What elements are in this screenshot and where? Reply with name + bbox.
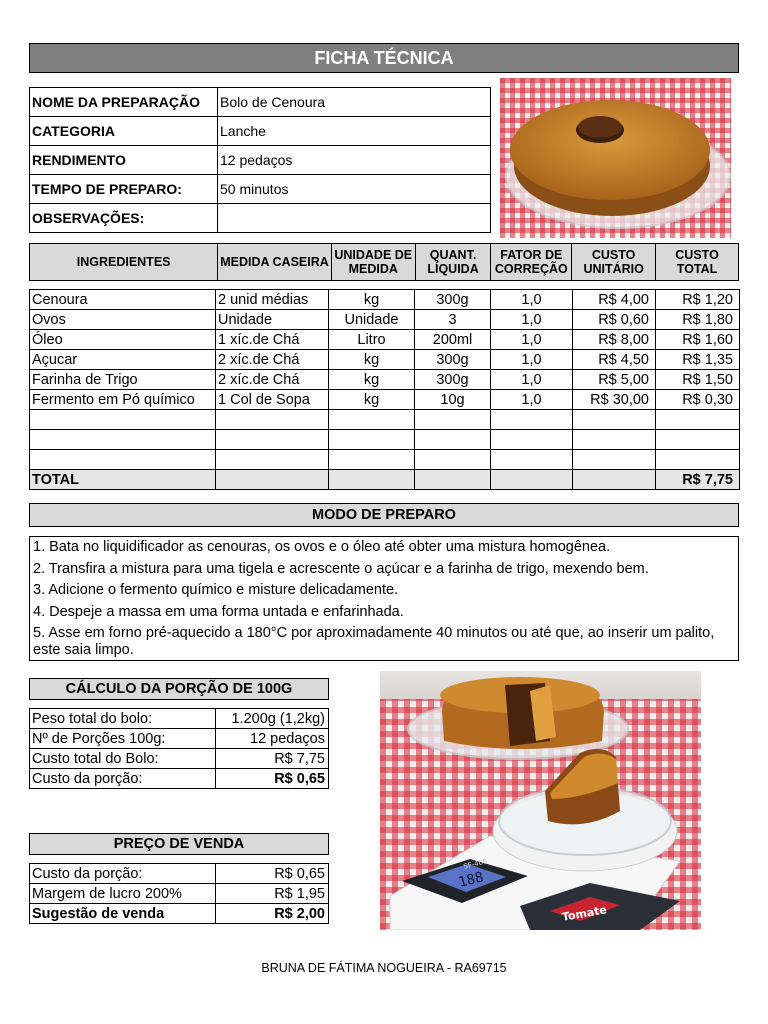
table-cell: R$ 1,35: [656, 350, 740, 370]
table-cell: kg: [329, 370, 415, 390]
preparo-step: 3. Adicione o fermento químico e misture delicadamente.: [33, 582, 399, 598]
table-cell: 1,0: [491, 310, 573, 330]
venda-value: R$ 0,65: [216, 864, 329, 884]
table-cell: 2 xíc.de Chá: [216, 350, 329, 370]
footer-author: BRUNA DE FÁTIMA NOGUEIRA - RA69715: [261, 961, 507, 975]
table-cell: R$ 4,50: [573, 350, 656, 370]
info-row-time: [30, 175, 491, 204]
table-cell: Ovos: [30, 310, 216, 330]
table-cell: 1 xíc.de Chá: [216, 330, 329, 350]
table-row: [30, 729, 329, 749]
table-cell: Cenoura: [30, 290, 216, 310]
total-value: R$ 7,75: [656, 470, 740, 490]
table-row: [30, 749, 329, 769]
table-row: [30, 310, 740, 330]
table-cell: kg: [329, 390, 415, 410]
table-cell: Farinha de Trigo: [30, 370, 216, 390]
venda-label: Sugestão de venda: [30, 904, 216, 924]
empty-row: [30, 450, 740, 470]
calculo-title: CÁLCULO DA PORÇÃO DE 100G: [29, 678, 329, 700]
preparo-step: 4. Despeje a massa em uma forma untada e enfarinhada.: [33, 603, 404, 620]
table-cell: 1,0: [491, 330, 573, 350]
venda-value: R$ 2,00: [216, 904, 329, 924]
calc-label: Custo total do Bolo:: [30, 749, 216, 769]
scale-photo-svg: [380, 671, 701, 930]
info-row-notes: [30, 204, 491, 233]
table-cell: Óleo: [30, 330, 216, 350]
info-row-name: [30, 88, 491, 117]
table-cell: 1,0: [491, 290, 573, 310]
table-row: [30, 350, 740, 370]
table-cell: R$ 5,00: [573, 370, 656, 390]
info-value: Lanche: [218, 117, 491, 146]
preparo-title: MODO DE PREPARO: [29, 503, 739, 527]
table-cell: 300g: [415, 350, 491, 370]
cake-photo: [500, 78, 731, 238]
table-cell: Unidade: [329, 310, 415, 330]
page-title: FICHA TÉCNICA: [29, 43, 739, 73]
calc-label: Nº de Porções 100g:: [30, 729, 216, 749]
venda-table: [29, 863, 329, 924]
preparo-step: 1. Bata no liquidificador as cenouras, os ovos e o óleo até obter uma mistura homogênea.: [33, 539, 611, 555]
column-header: CUSTO UNITÁRIO: [572, 244, 656, 281]
info-value: 12 pedaços: [218, 146, 491, 175]
table-row: [30, 709, 329, 729]
table-cell: R$ 30,00: [573, 390, 656, 410]
table-cell: R$ 0,60: [573, 310, 656, 330]
info-label: OBSERVAÇÕES:: [30, 204, 218, 233]
table-cell: 300g: [415, 370, 491, 390]
total-row: [30, 470, 740, 490]
info-value: Bolo de Cenoura: [218, 88, 491, 117]
cake-photo-svg: [500, 78, 731, 238]
preparo-step: 5. Asse em forno pré-aquecido a 180°C por aproximadamente 40 minutos ou até que, ao inserir um palito, este saia limpo.: [33, 625, 715, 658]
info-table: [29, 87, 491, 233]
table-cell: R$ 1,80: [656, 310, 740, 330]
calc-value: 12 pedaços: [216, 729, 329, 749]
table-cell: 1,0: [491, 390, 573, 410]
scale-photo: [380, 671, 701, 930]
info-label: RENDIMENTO: [30, 146, 218, 175]
table-cell: Litro: [329, 330, 415, 350]
table-cell: 200ml: [415, 330, 491, 350]
calc-label: Custo da porção:: [30, 769, 216, 789]
table-cell: R$ 4,00: [573, 290, 656, 310]
column-header: QUANT. LÍQUIDA: [415, 244, 491, 281]
column-header: FATOR DE CORREÇÃO: [491, 244, 572, 281]
column-header: MEDIDA CASEIRA: [218, 244, 332, 281]
table-cell: 1,0: [491, 370, 573, 390]
info-row-category: [30, 117, 491, 146]
table-cell: 2 xíc.de Chá: [216, 370, 329, 390]
table-cell: Unidade: [216, 310, 329, 330]
table-cell: Fermento em Pó químico: [30, 390, 216, 410]
venda-label: Custo da porção:: [30, 864, 216, 884]
column-header: UNIDADE DE MEDIDA: [331, 244, 415, 281]
table-cell: 1 Col de Sopa: [216, 390, 329, 410]
info-row-yield: [30, 146, 491, 175]
box-label: Tomate: [561, 903, 608, 924]
calc-value: R$ 7,75: [216, 749, 329, 769]
calc-value: R$ 0,65: [216, 769, 329, 789]
table-row: [30, 904, 329, 924]
total-label: TOTAL: [30, 470, 216, 490]
table-row: [30, 769, 329, 789]
column-header: INGREDIENTES: [30, 244, 218, 281]
calc-label: Peso total do bolo:: [30, 709, 216, 729]
info-label: TEMPO DE PREPARO:: [30, 175, 218, 204]
scale-brand: SF-400: [462, 857, 489, 871]
calc-value: 1.200g (1,2kg): [216, 709, 329, 729]
info-label: NOME DA PREPARAÇÃO: [30, 88, 218, 117]
info-label: CATEGORIA: [30, 117, 218, 146]
table-cell: R$ 8,00: [573, 330, 656, 350]
preparo-step: 2. Transfira a mistura para uma tigela e acrescente o açúcar e a farinha de trigo, mexendo bem.: [33, 560, 649, 577]
venda-title: PREÇO DE VENDA: [29, 833, 329, 855]
ingredients-table: [29, 289, 740, 490]
table-cell: R$ 1,60: [656, 330, 740, 350]
calculo-table: [29, 708, 329, 789]
info-value: [218, 204, 491, 233]
table-row: [30, 864, 329, 884]
table-row: [30, 330, 740, 350]
table-cell: R$ 0,30: [656, 390, 740, 410]
table-cell: kg: [329, 350, 415, 370]
empty-row: [30, 430, 740, 450]
table-cell: kg: [329, 290, 415, 310]
table-cell: 300g: [415, 290, 491, 310]
info-value: 50 minutos: [218, 175, 491, 204]
venda-value: R$ 1,95: [216, 884, 329, 904]
table-row: [30, 290, 740, 310]
column-header: CUSTO TOTAL: [656, 244, 739, 281]
venda-label: Margem de lucro 200%: [30, 884, 216, 904]
table-cell: 3: [415, 310, 491, 330]
empty-row: [30, 410, 740, 430]
table-cell: R$ 1,20: [656, 290, 740, 310]
preparo-steps: [29, 536, 739, 661]
ingredients-header: [29, 243, 739, 281]
table-cell: R$ 1,50: [656, 370, 740, 390]
table-cell: Açucar: [30, 350, 216, 370]
table-cell: 10g: [415, 390, 491, 410]
table-cell: 1,0: [491, 350, 573, 370]
table-row: [30, 370, 740, 390]
table-row: [30, 884, 329, 904]
table-cell: 2 unid médias: [216, 290, 329, 310]
scale-display: 188: [456, 869, 486, 891]
table-row: [30, 390, 740, 410]
